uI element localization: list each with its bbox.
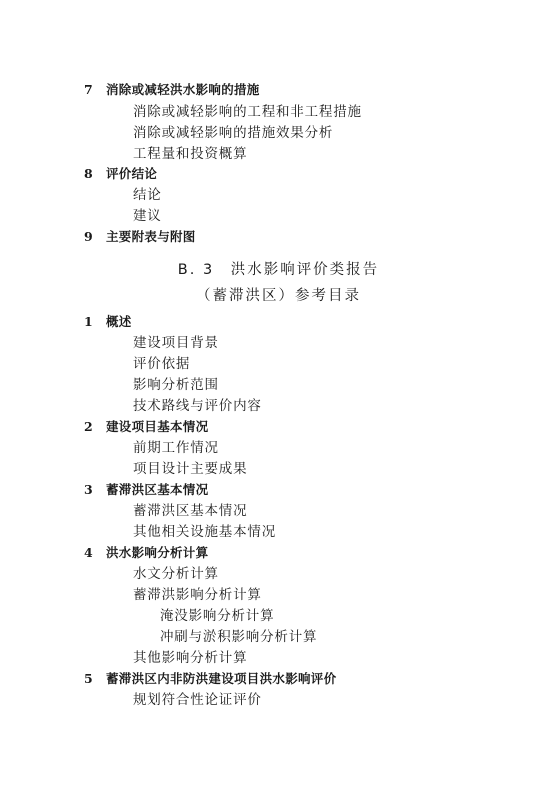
- section-title: 蓄滞洪区基本情况: [106, 482, 209, 497]
- toc-item-text: 其他影响分析计算: [133, 650, 248, 666]
- section-title: 洪水影响分析计算: [106, 545, 209, 560]
- section-title: 评价结论: [106, 166, 158, 181]
- section-title: 建设项目基本情况: [106, 419, 209, 434]
- section-number: 9: [84, 229, 93, 244]
- toc-item-text: 消除或减轻影响的工程和非工程措施: [133, 104, 362, 120]
- section-number: 1: [84, 314, 93, 329]
- toc-item-text: 其他相关设施基本情况: [133, 524, 276, 540]
- section-number: 8: [84, 166, 93, 181]
- section-number: 5: [84, 671, 93, 686]
- section-title: 概述: [106, 314, 132, 329]
- section-title: 消除或减轻洪水影响的措施: [106, 82, 260, 97]
- section-number: 4: [84, 545, 93, 560]
- toc-item-text: 规划符合性论证评价: [133, 692, 262, 708]
- toc-item-text: 建设项目背景: [133, 335, 219, 351]
- toc-subitem-text: 淹没影响分析计算: [160, 608, 275, 624]
- section-title: 主要附表与附图: [106, 229, 196, 244]
- toc-item-text: 蓄滞洪影响分析计算: [133, 587, 262, 603]
- toc-item-text: 影响分析范围: [133, 377, 219, 393]
- appendix-heading-line2: （蓄滞洪区）参考目录: [196, 288, 361, 304]
- toc-item-text: 项目设计主要成果: [133, 461, 248, 477]
- section-title: 蓄滞洪区内非防洪建设项目洪水影响评价: [106, 671, 337, 686]
- toc-item-text: 水文分析计算: [133, 566, 219, 582]
- appendix-heading-line1: B. 3 洪水影响评价类报告: [177, 262, 380, 278]
- toc-item-text: 工程量和投资概算: [133, 146, 248, 162]
- toc-item-text: 前期工作情况: [133, 440, 219, 456]
- toc-item-text: 结论: [133, 187, 162, 203]
- toc-item-text: 建议: [133, 208, 162, 224]
- toc-item-text: 消除或减轻影响的措施效果分析: [133, 125, 334, 141]
- toc-item-text: 蓄滞洪区基本情况: [133, 503, 248, 519]
- toc-subitem-text: 冲刷与淤积影响分析计算: [160, 629, 318, 645]
- toc-item-text: 技术路线与评价内容: [133, 398, 262, 414]
- section-number: 2: [84, 419, 93, 434]
- section-number: 7: [84, 82, 93, 97]
- toc-item-text: 评价依据: [133, 356, 191, 372]
- section-number: 3: [84, 482, 93, 497]
